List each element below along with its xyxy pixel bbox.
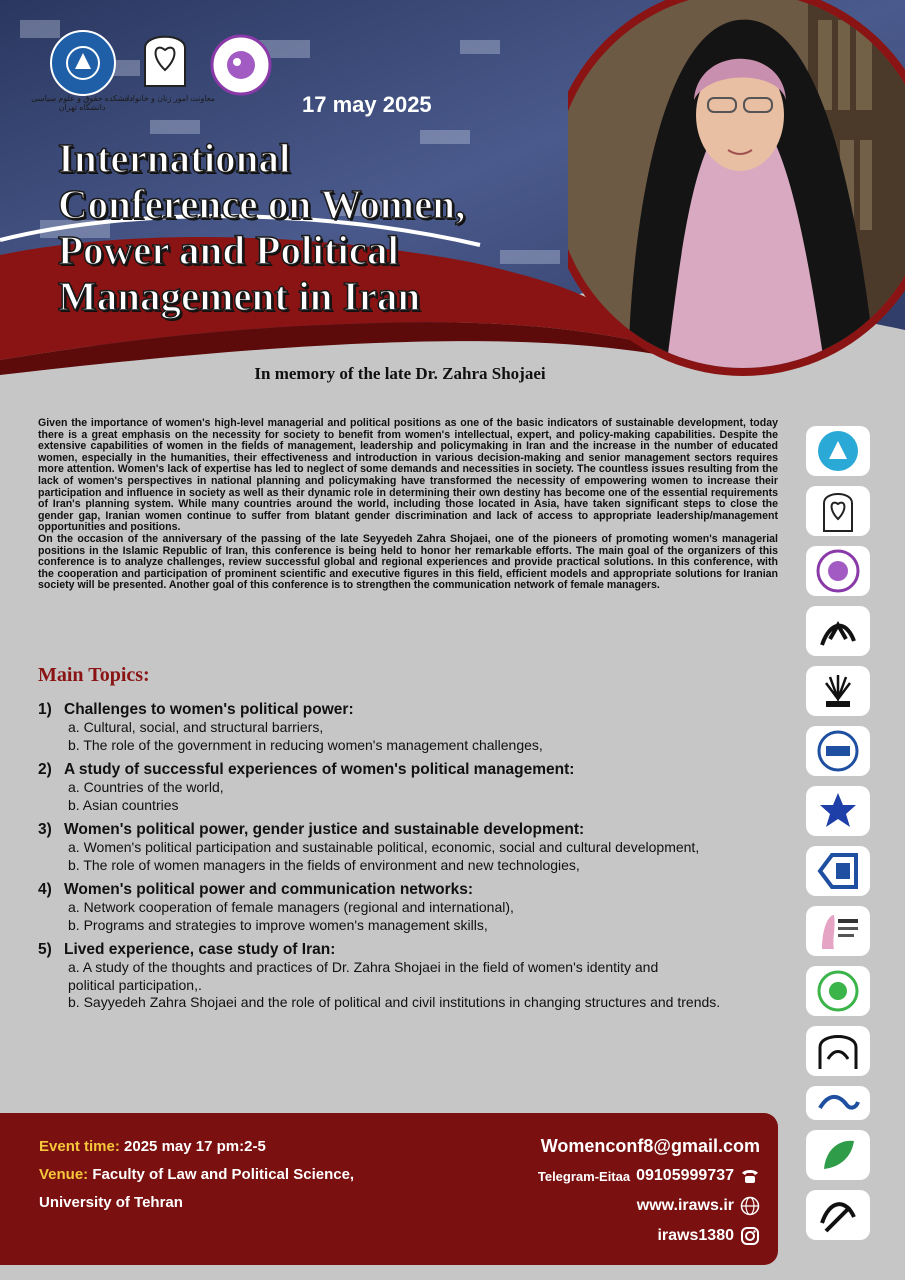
venue-label: Venue: bbox=[39, 1166, 89, 1183]
sponsor-logo bbox=[806, 606, 870, 656]
event-details bbox=[39, 1133, 354, 1217]
leaf-logo-icon bbox=[816, 1133, 860, 1177]
topic-number: 1) bbox=[38, 701, 52, 718]
topic-number: 3) bbox=[38, 821, 52, 838]
topic-sub: political participation,. bbox=[68, 976, 202, 993]
green-flower-icon bbox=[816, 969, 860, 1013]
association-logo bbox=[210, 34, 272, 96]
womens-affairs-caption: معاونت امور زنان و خانواده bbox=[125, 94, 215, 103]
library-logo-icon bbox=[816, 669, 860, 713]
phone-icon bbox=[740, 1166, 760, 1186]
sponsor-logo bbox=[806, 1086, 870, 1120]
venue-line-2: University of Tehran bbox=[39, 1194, 183, 1211]
topic-title: Women's political power and communication networks: bbox=[64, 881, 474, 898]
wave-logo-icon bbox=[816, 1090, 860, 1116]
phone-number[interactable]: 09105999737 bbox=[636, 1167, 734, 1184]
venue-value: Faculty of Law and Political Science, bbox=[92, 1166, 355, 1183]
sponsor-logo bbox=[806, 666, 870, 716]
university-emblem-icon bbox=[816, 429, 860, 473]
intro-text bbox=[38, 418, 778, 592]
sponsor-logos bbox=[806, 426, 870, 1250]
topic-title: A study of successful experiences of women's political management: bbox=[64, 761, 575, 778]
sponsor-logo bbox=[806, 486, 870, 536]
calligraphy-arch-icon bbox=[816, 1029, 860, 1073]
intro-paragraph-1: Given the importance of women's high-level managerial and political positions as one of the basic indicators of sustainable development, today there is a great emphasis on the necessity for society to benefit from women's intellectual, expert, and policy-making capabilities. Despite the extensive capabilities of women in the fields of management, leadership and policymaking in Iran and the increase in the number of educated women, especially in the humanities, their effectiveness and introduction in various decision-making and senior management sectors requires more attention. Women's lack of expertise has led to neglect of some demands and necessities in society. The countless issues resulting from the lack of women's perspectives in national planning and policymaking have transformed the necessity of empowering women to increase their participation and influence in society as well as their dynamic role in determining their own destiny has become one of the essential requirements of Iran's planning system. While many countries around the world, including those located in Asia, have taken significant steps to close the gender gap, Iranian women continue to suffer from blatant gender discrimination and lack of access to appropriate leadership/management opportunities and positions. bbox=[38, 417, 778, 534]
sponsor-logo bbox=[806, 426, 870, 476]
topic-title: Lived experience, case study of Iran: bbox=[64, 941, 336, 958]
topic-item bbox=[38, 940, 798, 1012]
topic-sub: a. Cultural, social, and structural barriers, bbox=[68, 719, 324, 735]
sponsor-logo bbox=[806, 726, 870, 776]
sponsor-logo bbox=[806, 1026, 870, 1076]
sponsor-logo bbox=[806, 906, 870, 956]
arrow-logo-icon bbox=[816, 851, 860, 891]
topic-sub: a. A study of the thoughts and practices of Dr. Zahra Shojaei in the field of women's identity and bbox=[68, 959, 659, 975]
association-emblem-icon bbox=[816, 549, 860, 593]
topic-sub: b. The role of women managers in the fields of environment and new technologies, bbox=[68, 856, 580, 873]
faculty-caption: دانشکده حقوق و علوم سیاسی دانشگاه تهران bbox=[31, 94, 133, 112]
sponsor-logo bbox=[806, 966, 870, 1016]
footer-panel bbox=[0, 1113, 778, 1265]
topic-sub: b. The role of the government in reducing women's management challenges, bbox=[68, 736, 543, 753]
topic-sub: b. Programs and strategies to improve women's management skills, bbox=[68, 916, 488, 933]
memorial-subtitle: In memory of the late Dr. Zahra Shojaei bbox=[254, 364, 546, 383]
topic-item bbox=[38, 760, 798, 814]
university-emblem-icon bbox=[63, 43, 103, 83]
topic-number: 2) bbox=[38, 761, 52, 778]
calligraphy-logo-icon bbox=[816, 611, 860, 651]
globe-icon bbox=[740, 1196, 760, 1216]
sponsor-logo bbox=[806, 1190, 870, 1240]
jahad-logo-icon bbox=[816, 729, 860, 773]
title-line: Power and Political bbox=[58, 227, 399, 273]
title-line: Conference on Women, bbox=[58, 181, 466, 227]
conference-title bbox=[58, 135, 578, 319]
title-line: Management in Iran bbox=[58, 273, 421, 319]
email-address[interactable]: Womenconf8@gmail.com bbox=[540, 1135, 760, 1156]
arch-logo-icon bbox=[140, 28, 190, 90]
topic-item bbox=[38, 820, 798, 874]
topic-title: Women's political power, gender justice and sustainable development: bbox=[64, 821, 585, 838]
main-topics-heading: Main Topics: bbox=[38, 664, 150, 686]
topic-sub: b. Sayyedeh Zahra Shojaei and the role of political and civil institutions in changing structures and trends. bbox=[68, 994, 721, 1010]
topic-sub: a. Countries of the world, bbox=[68, 779, 224, 795]
event-time-value: 2025 may 17 pm:2-5 bbox=[124, 1138, 266, 1155]
association-emblem-icon bbox=[210, 34, 272, 96]
conference-date: 17 may 2025 bbox=[302, 92, 432, 117]
portrait-photo bbox=[568, 0, 905, 390]
instagram-handle[interactable]: iraws1380 bbox=[657, 1227, 734, 1244]
website-link[interactable]: www.iraws.ir bbox=[636, 1197, 734, 1214]
topic-title: Challenges to women's political power: bbox=[64, 701, 354, 718]
topic-sub: a. Network cooperation of female managers (regional and international), bbox=[68, 899, 514, 915]
instagram-icon bbox=[740, 1226, 760, 1246]
contact-details bbox=[538, 1131, 760, 1251]
topic-sub: b. Asian countries bbox=[68, 796, 179, 813]
womens-affairs-logo bbox=[140, 28, 190, 90]
sponsor-logo bbox=[806, 546, 870, 596]
topic-number: 4) bbox=[38, 881, 52, 898]
event-time-label: Event time: bbox=[39, 1138, 120, 1155]
topic-item bbox=[38, 700, 798, 754]
topic-item bbox=[38, 880, 798, 934]
topic-sub: a. Women's political participation and sustainable political, economic, social and cultural development, bbox=[68, 839, 700, 855]
arch-logo-icon bbox=[820, 489, 856, 533]
sponsor-logo bbox=[806, 846, 870, 896]
telegram-label: Telegram-Eitaa bbox=[537, 1168, 631, 1184]
star-logo-icon bbox=[816, 789, 860, 833]
topics-list bbox=[38, 700, 798, 1018]
university-of-tehran-logo bbox=[50, 30, 116, 96]
intro-paragraph-2: On the occasion of the anniversary of the passing of the late Seyyedeh Zahra Shojaei, one of the pioneers of promoting women's managerial positions in the Islamic Republic of Iran, this conference is being held to honor her remarkable efforts. The main goal of the organizers of this conference is to analyze challenges, review successful global and regional experiences and provide practical solutions. In this conference, with the cooperation and participation of prominent scientific and executive figures in this field, efficient models and appropriate solutions for Iranian society will be presented. Another goal of this conference is to strengthen the communication network of female managers. bbox=[38, 532, 778, 592]
sponsor-logo bbox=[806, 1130, 870, 1180]
topic-number: 5) bbox=[38, 941, 52, 958]
calligraphy-logo-icon bbox=[816, 1193, 860, 1237]
title-line: International bbox=[58, 135, 291, 181]
ipsa-logo-icon bbox=[814, 909, 862, 953]
sponsor-logo bbox=[806, 786, 870, 836]
